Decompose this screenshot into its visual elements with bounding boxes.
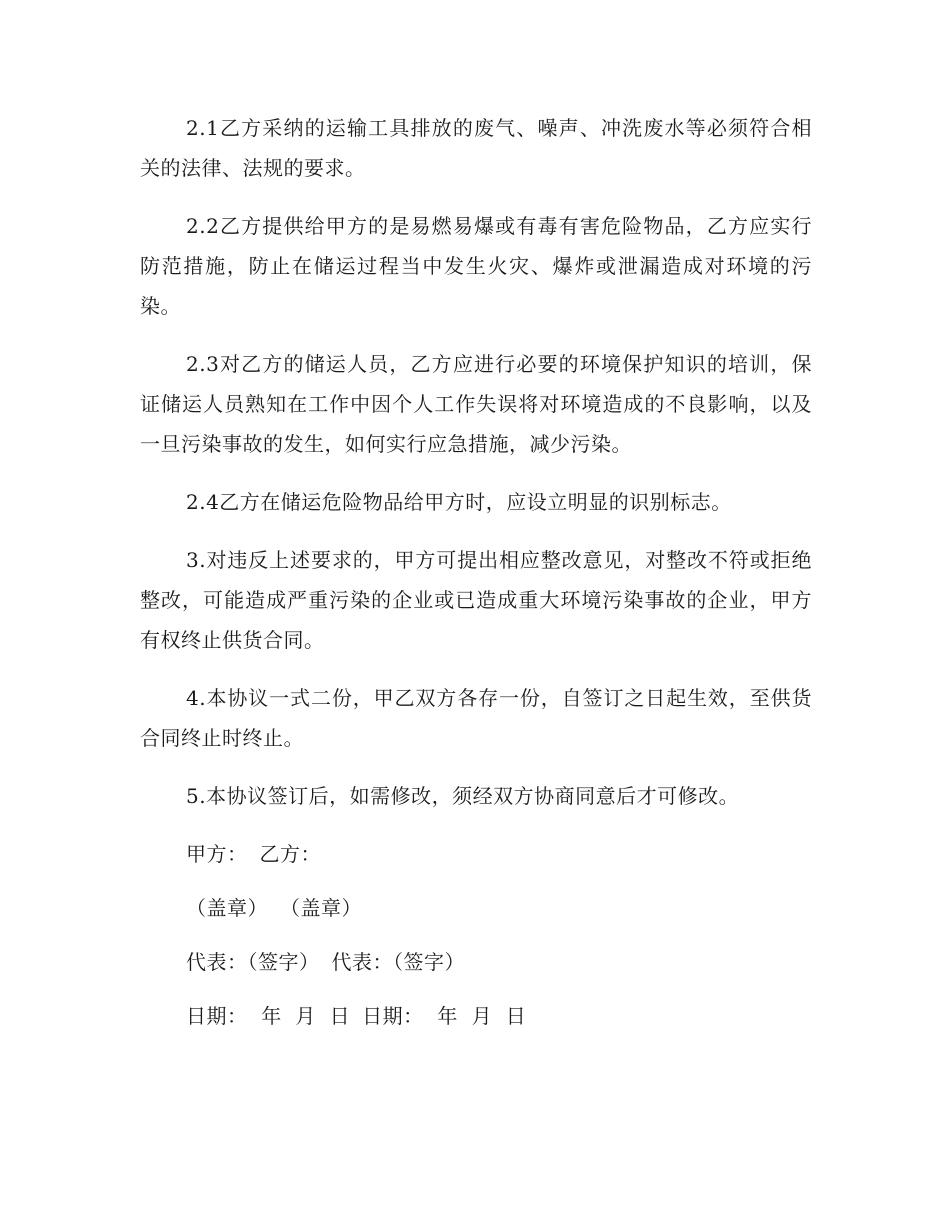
representative-a: 代表：（签字）: [186, 950, 320, 974]
clause-2-3: 2.3对乙方的储运人员，乙方应进行必要的环境保护知识的培训，保证储运人员熟知在工作中因个人工作失误将对环境造成的不良影响，以及一旦污染事故的发生，如何实行应急措施，减少污染。: [140, 352, 812, 456]
party-line: [140, 834, 812, 874]
clause-3: 3.对违反上述要求的，甲方可提出相应整改意见，对整改不符或拒绝整改，可能造成严重污染的企业或已造成重大环境污染事故的企业，甲方有权终止供货合同。: [140, 548, 812, 652]
clause-2-2: 2.2乙方提供给甲方的是易燃易爆或有毒有害危险物品，乙方应实行防范措施，防止在储运过程当中发生火灾、爆炸或泄漏造成对环境的污染。: [140, 214, 812, 318]
seal-b: （盖章）: [280, 896, 362, 920]
representative-line: [140, 942, 812, 982]
party-a-label: 甲方：: [186, 842, 248, 866]
seal-line: [140, 888, 812, 928]
clause-5: 5.本协议签订后，如需修改，须经双方协商同意后才可修改。: [186, 784, 740, 808]
document-body: [140, 108, 812, 1050]
clause-2-4: 2.4乙方在储运危险物品给甲方时，应设立明显的识别标志。: [186, 490, 732, 514]
date-line: [140, 996, 812, 1036]
seal-a: （盖章）: [186, 896, 268, 920]
party-b-label: 乙方：: [259, 842, 321, 866]
clause-2-1: 2.1乙方采纳的运输工具排放的废气、噪声、冲洗废水等必须符合相关的法律、法规的要求。: [140, 116, 812, 180]
date-a: 日期： 年 月 日: [186, 1004, 351, 1028]
clause-4: 4.本协议一式二份，甲乙双方各存一份，自签订之日起生效，至供货合同终止时终止。: [140, 686, 812, 750]
date-b: 日期： 年 月 日: [362, 1004, 527, 1028]
representative-b: 代表：（签字）: [331, 950, 465, 974]
